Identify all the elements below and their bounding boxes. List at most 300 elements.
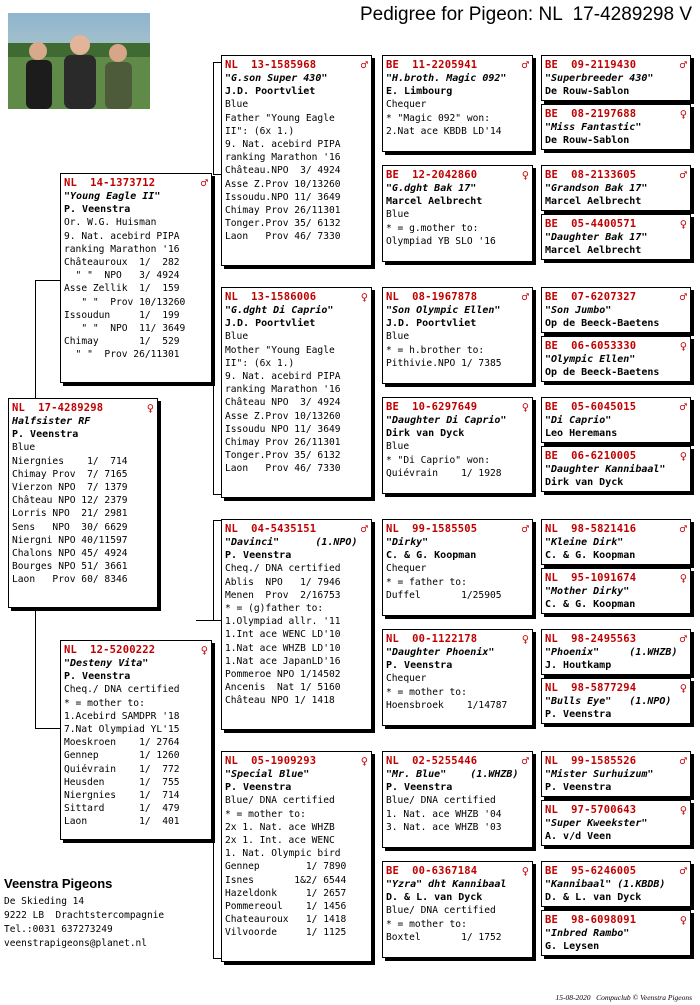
performance-line: Isnes 1&2/ 6544 — [225, 874, 347, 886]
pigeon-card-sire-sire[interactable] — [221, 55, 372, 266]
owner-email[interactable]: veenstrapigeons@planet.nl — [4, 938, 147, 949]
performance-line: * = (g)father to: — [225, 603, 324, 615]
ring-number: NL 98-5877294 — [545, 682, 637, 694]
male-symbol-icon: ♂ — [200, 176, 208, 190]
breeder-name: J.D. Poortvliet — [386, 318, 477, 330]
performance-line: Lorris NPO 21/ 2981 — [12, 508, 128, 520]
pigeon-name-text: Daughter Di Caprio" — [392, 415, 507, 426]
performance-line: 2x 1. Nat. ace WHZB — [225, 821, 335, 833]
pigeon-name-text: Miss Fantastic" — [551, 122, 642, 133]
ring-number: BE 98-6098091 — [545, 914, 637, 926]
female-symbol-icon: ♀ — [679, 107, 687, 121]
card-header — [386, 632, 529, 646]
pigeon-card-g15[interactable] — [541, 861, 691, 907]
male-symbol-icon: ♂ — [521, 522, 529, 536]
pigeon-name — [545, 536, 687, 549]
performance-line: Olympiad YB SLO '16 — [386, 235, 496, 247]
footer-credit: 15-08-2020 Compuclub © Veenstra Pigeons — [555, 993, 692, 1002]
card-header — [545, 449, 687, 463]
open-quote: " — [225, 73, 232, 84]
connector — [213, 62, 214, 174]
pigeon-name — [545, 231, 687, 244]
performance-line: Ancenis Nat 1/ 5160 — [225, 682, 341, 694]
open-quote: " — [386, 305, 393, 316]
pigeon-name-text: Young Eagle II" — [70, 191, 161, 202]
pigeon-name-text: Desteny Vita" — [70, 658, 149, 669]
male-symbol-icon: ♂ — [679, 522, 687, 536]
performance-line: Tonger.Prov 35/ 6132 — [225, 450, 341, 462]
ring-number: BE 95-6246005 — [545, 865, 637, 877]
owner-block — [4, 876, 164, 951]
performance-line: Château NPO 1/ 1418 — [225, 695, 335, 707]
performance-line: Asse Z.Prov 10/13260 — [225, 410, 341, 422]
performance-line: 9. Nat. acebird PIPA — [64, 230, 180, 242]
breeder-name: J.D. Poortvliet — [225, 318, 316, 330]
female-symbol-icon: ♀ — [521, 400, 529, 414]
performance-line: Moeskroen 1/ 2764 — [64, 737, 180, 749]
pigeon-card-g14[interactable] — [541, 800, 691, 846]
ring-number: NL 98-2495563 — [545, 633, 637, 645]
performance-line: " " NPO 11/ 3649 — [64, 323, 186, 335]
pigeon-card-sdd[interactable] — [382, 397, 533, 494]
pigeon-card-g16[interactable] — [541, 910, 691, 956]
card-header — [386, 58, 529, 72]
female-symbol-icon: ♀ — [521, 864, 529, 878]
breeder-name: Op de Beeck-Baetens — [545, 367, 660, 379]
performance-line: Chequer — [386, 563, 427, 575]
male-symbol-icon: ♂ — [679, 754, 687, 768]
performance-line: * = mother to: — [386, 686, 467, 698]
ring-number: NL 08-1967878 — [386, 291, 478, 303]
ring-number: NL 17-4289298 — [12, 402, 104, 414]
breeder-name: D. & L. van Dyck — [386, 892, 483, 904]
open-quote: " — [545, 415, 552, 426]
open-quote: " — [545, 122, 552, 133]
open-quote: " — [545, 586, 552, 597]
breeder-name: De Rouw-Sablon — [545, 86, 630, 98]
pigeon-name — [225, 768, 368, 781]
breeder-name: Op de Beeck-Baetens — [545, 318, 660, 330]
pigeon-name — [545, 585, 687, 598]
pigeon-name-text: Super Kweekster" — [551, 818, 648, 829]
breeder-name: P. Veenstra — [386, 660, 453, 672]
pigeon-name-text: Kannibaal" (1.KBDB) — [551, 879, 666, 890]
female-symbol-icon: ♀ — [200, 643, 208, 657]
performance-line: Asse Z.Prov 10/13260 — [225, 178, 341, 190]
performance-line: Blue — [386, 209, 410, 221]
female-symbol-icon: ♀ — [360, 290, 368, 304]
performance-line: Gennep 1/ 7890 — [225, 861, 347, 873]
pigeon-name-text: G.dght Bak 17" — [392, 183, 477, 194]
performance-line: * = mother to: — [64, 697, 145, 709]
breeder-name: A. v/d Veen — [545, 831, 612, 843]
ring-number: BE 06-6210005 — [545, 450, 637, 462]
card-header — [545, 522, 687, 536]
performance-line: 1. Nat. ace WHZB '04 — [386, 808, 502, 820]
breeder-name: G. Leysen — [545, 941, 600, 953]
ring-number: BE 00-6367184 — [386, 865, 478, 877]
ring-number: BE 07-6207327 — [545, 291, 637, 303]
performance-line: Blue/ DNA certified — [386, 905, 496, 917]
owner-name: Veenstra Pigeons — [4, 876, 113, 891]
pigeon-card-ddd[interactable] — [382, 861, 533, 958]
pigeon-name — [545, 695, 687, 708]
pigeon-card-g4[interactable] — [541, 214, 691, 260]
breeder-name: P. Veenstra — [64, 204, 131, 216]
breeder-name: E. Limbourg — [386, 86, 453, 98]
performance-line: Cheq./ DNA certified — [225, 563, 341, 575]
pigeon-name-text: Special Blue" — [231, 769, 310, 780]
female-symbol-icon: ♀ — [679, 339, 687, 353]
pigeon-name — [545, 304, 687, 317]
connector — [213, 174, 221, 175]
performance-line: * = h.brother to: — [386, 344, 485, 356]
card-header — [545, 803, 687, 817]
open-quote: " — [545, 354, 552, 365]
card-header — [545, 864, 687, 878]
performance-line: Issoudun 1/ 199 — [64, 309, 180, 321]
pigeon-card-g6[interactable] — [541, 336, 691, 382]
connector — [213, 384, 214, 494]
performance-line: " " Prov 10/13260 — [64, 296, 186, 308]
pigeon-name-text: Halfsister RF — [12, 416, 91, 427]
performance-line: Vierzon NPO 7/ 1379 — [12, 482, 128, 494]
ring-number: BE 12-2042860 — [386, 169, 478, 181]
open-quote: " — [545, 818, 552, 829]
performance-line: Chateauroux 1/ 1418 — [225, 914, 347, 926]
female-symbol-icon: ♀ — [521, 632, 529, 646]
pigeon-name — [12, 415, 154, 428]
pigeon-name — [386, 646, 529, 659]
performance-line: Laon Prov 46/ 7330 — [225, 231, 341, 243]
pigeon-name — [545, 182, 687, 195]
open-quote: " — [545, 305, 552, 316]
performance-line: Issoudu NPO 11/ 3649 — [225, 423, 341, 435]
pigeon-card-sire[interactable] — [60, 173, 212, 383]
performance-line: Father "Young Eagle — [225, 112, 335, 124]
performance-line: " " NPO 3/ 4924 — [64, 270, 180, 282]
performance-line: Pithivie.NPO 1/ 7385 — [386, 357, 502, 369]
pigeon-name — [545, 927, 687, 940]
card-header — [386, 290, 529, 304]
breeder-name: C. & G. Koopman — [386, 550, 477, 562]
card-header — [225, 58, 368, 72]
pigeon-card-dam[interactable] — [60, 640, 212, 840]
performance-line: Or. W.G. Huisman — [64, 217, 157, 229]
pigeon-name-text: Daughter Phoenix" — [392, 647, 495, 658]
female-symbol-icon: ♀ — [679, 803, 687, 817]
performance-line: Chimay Prov 26/11301 — [225, 205, 341, 217]
performance-line: Blue/ DNA certified — [386, 795, 496, 807]
breeder-name: Marcel Aelbrecht — [545, 196, 642, 208]
pigeon-name-text: Superbreeder 430" — [551, 73, 654, 84]
open-quote: " — [545, 232, 552, 243]
male-symbol-icon: ♂ — [679, 168, 687, 182]
male-symbol-icon: ♂ — [521, 754, 529, 768]
performance-line: Issoudu.NPO 11/ 3649 — [225, 191, 341, 203]
male-symbol-icon: ♂ — [679, 290, 687, 304]
performance-line: Blue/ DNA certified — [225, 795, 335, 807]
pigeon-card-sds[interactable] — [382, 287, 533, 384]
card-header — [545, 290, 687, 304]
connector — [213, 520, 221, 521]
ring-number: BE 09-2119430 — [545, 59, 637, 71]
breeder-name: P. Veenstra — [64, 671, 131, 683]
ring-number: NL 97-5700643 — [545, 804, 637, 816]
female-symbol-icon: ♀ — [679, 571, 687, 585]
open-quote: " — [545, 183, 552, 194]
performance-line: Quiévrain 1/ 772 — [64, 763, 180, 775]
performance-line: Hazeldonk 1/ 2657 — [225, 887, 347, 899]
pigeon-name — [545, 768, 687, 781]
breeder-name: P. Veenstra — [225, 782, 292, 794]
open-quote: " — [64, 191, 71, 202]
male-symbol-icon: ♂ — [521, 290, 529, 304]
performance-line: Boxtel 1/ 1752 — [386, 931, 502, 943]
performance-line: Gennep 1/ 1260 — [64, 750, 180, 762]
male-symbol-icon: ♂ — [679, 400, 687, 414]
pigeon-name-text: Son Jumbo" — [551, 305, 612, 316]
pigeon-card-g1[interactable] — [541, 55, 691, 101]
performance-line: 2.Nat ace KBDB LD'14 — [386, 125, 502, 137]
ring-number: BE 08-2197688 — [545, 108, 637, 120]
performance-line: Quiévrain 1/ 1928 — [386, 467, 502, 479]
performance-line: * = g.mother to: — [386, 222, 479, 234]
performance-line: 3. Nat. ace WHZB '03 — [386, 821, 502, 833]
ring-number: BE 08-2133605 — [545, 169, 637, 181]
open-quote: " — [545, 73, 552, 84]
performance-line: * = mother to: — [386, 918, 467, 930]
performance-line: 1. Nat. Olympic bird — [225, 848, 341, 860]
card-header — [225, 754, 368, 768]
open-quote: " — [225, 537, 232, 548]
performance-line: Blue — [225, 331, 249, 343]
open-quote: " — [386, 415, 393, 426]
open-quote: " — [386, 183, 393, 194]
open-quote: " — [545, 464, 552, 475]
performance-line: ranking Marathon '16 — [64, 243, 180, 255]
male-symbol-icon: ♂ — [521, 58, 529, 72]
pigeon-name-text: Dirky" — [392, 537, 429, 548]
card-header — [545, 913, 687, 927]
performance-line: Cheq./ DNA certified — [64, 684, 180, 696]
pigeon-card-g12[interactable] — [541, 678, 691, 724]
open-quote: " — [545, 696, 552, 707]
pigeon-card-g8[interactable] — [541, 446, 691, 492]
pigeon-name — [386, 878, 529, 891]
pigeon-name — [225, 72, 368, 85]
performance-line: Pommereoul 1/ 1456 — [225, 901, 347, 913]
pigeon-card-g10[interactable] — [541, 568, 691, 614]
connector — [213, 520, 214, 620]
breeder-name: Leo Heremans — [545, 428, 618, 440]
pigeon-card-g3[interactable] — [541, 165, 691, 211]
pigeon-name — [386, 72, 529, 85]
card-header — [545, 339, 687, 353]
card-header — [225, 290, 368, 304]
open-quote: " — [386, 537, 393, 548]
performance-line: Chequer — [386, 673, 427, 685]
ring-number: BE 06-6053330 — [545, 340, 637, 352]
breeder-name: C. & G. Koopman — [545, 599, 636, 611]
connector — [196, 620, 221, 621]
performance-line: Niergni NPO 40/11597 — [12, 534, 128, 546]
pigeon-card-g13[interactable] — [541, 751, 691, 797]
male-symbol-icon: ♂ — [679, 58, 687, 72]
pigeon-name-text: Olympic Ellen" — [551, 354, 636, 365]
performance-line: 1.Nat ace WHZB LD'10 — [225, 642, 341, 654]
breeder-name: P. Veenstra — [545, 782, 612, 794]
performance-line: Château.NPO 3/ 4924 — [225, 165, 341, 177]
female-symbol-icon: ♀ — [679, 449, 687, 463]
pigeon-name-text: Davinci" (1.NPO) — [231, 537, 358, 548]
card-header — [545, 632, 687, 646]
pigeon-name-text: G.dght Di Caprio" — [231, 305, 334, 316]
card-header — [545, 107, 687, 121]
ring-number: NL 14-1373712 — [64, 177, 156, 189]
pigeon-name-text: G.son Super 430" — [231, 73, 328, 84]
open-quote: " — [545, 769, 552, 780]
breeder-name: Marcel Aelbrecht — [386, 196, 483, 208]
ring-number: NL 99-1585505 — [386, 523, 478, 535]
connector — [213, 958, 221, 959]
performance-line: Tonger.Prov 35/ 6132 — [225, 218, 341, 230]
pigeon-card-sire-dam[interactable] — [221, 287, 372, 498]
performance-line: Pommeroe NPO 1/14502 — [225, 669, 341, 681]
connector — [35, 280, 36, 399]
card-header — [545, 58, 687, 72]
breeder-name: C. & G. Koopman — [545, 550, 636, 562]
performance-line: 9. Nat. acebird PIPA — [225, 139, 341, 151]
ring-number: NL 00-1122178 — [386, 633, 478, 645]
ring-number: NL 05-1909293 — [225, 755, 317, 767]
pigeon-name-text: Daughter Bak 17" — [551, 232, 648, 243]
card-header — [12, 401, 154, 415]
performance-line: Chimay Prov 7/ 7165 — [12, 468, 128, 480]
pigeon-name — [64, 657, 208, 670]
pigeon-name — [386, 182, 529, 195]
pigeon-card-subject[interactable] — [8, 398, 158, 608]
breeder-name: P. Veenstra — [225, 550, 292, 562]
performance-line: Ablis NPO 1/ 7946 — [225, 576, 341, 588]
card-header — [386, 400, 529, 414]
performance-line: Bourges NPO 51/ 3661 — [12, 561, 128, 573]
performance-line: II": (6x 1.) — [225, 357, 295, 369]
pigeon-name-text: Mr. Blue" (1.WHZB) — [392, 769, 519, 780]
pigeon-name — [225, 304, 368, 317]
pigeon-card-g7[interactable] — [541, 397, 691, 443]
pigeon-name-text: Daughter Kannibaal" — [551, 464, 666, 475]
female-symbol-icon: ♀ — [521, 168, 529, 182]
connector — [213, 62, 221, 63]
performance-line: Château NPO 3/ 4924 — [225, 397, 341, 409]
pigeon-card-g5[interactable] — [541, 287, 691, 333]
performance-line: Chequer — [386, 99, 427, 111]
card-header — [545, 400, 687, 414]
performance-line: II": (6x 1.) — [225, 125, 295, 137]
open-quote: " — [225, 305, 232, 316]
page-title: Pedigree for Pigeon: NL 17-4289298 V — [359, 4, 692, 25]
ring-number: NL 04-5435151 — [225, 523, 317, 535]
pigeon-name — [545, 72, 687, 85]
pigeon-name — [64, 190, 208, 203]
open-quote: " — [64, 658, 71, 669]
pigeon-name — [545, 463, 687, 476]
pigeon-card-g2[interactable] — [541, 104, 691, 150]
open-quote: " — [386, 769, 393, 780]
pigeon-name-text: Grandson Bak 17" — [551, 183, 648, 194]
performance-line: 2x 1. Int. ace WENC — [225, 835, 335, 847]
male-symbol-icon: ♂ — [679, 632, 687, 646]
performance-line: 1.Acebird SAMDPR '18 — [64, 710, 180, 722]
performance-line: Niergnies 1/ 714 — [64, 790, 180, 802]
pigeon-card-g9[interactable] — [541, 519, 691, 565]
ring-number: BE 05-4400571 — [545, 218, 637, 230]
performance-line: Laon 1/ 401 — [64, 816, 180, 828]
breeder-name: P. Veenstra — [12, 429, 79, 441]
performance-line: " " Prov 26/11301 — [64, 349, 180, 361]
performance-line: ranking Marathon '16 — [225, 384, 341, 396]
ring-number: NL 98-5821416 — [545, 523, 637, 535]
performance-line: 1.Olympiad allr. '11 — [225, 616, 341, 628]
breeder-name: P. Veenstra — [545, 709, 612, 721]
connector — [35, 608, 36, 728]
performance-line: Chalons NPO 45/ 4924 — [12, 548, 128, 560]
breeder-name: Dirk van Dyck — [545, 477, 624, 489]
ring-number: BE 10-6297649 — [386, 401, 478, 413]
ring-number: BE 05-6045015 — [545, 401, 637, 413]
breeder-name: P. Veenstra — [386, 782, 453, 794]
pigeon-name-text: Inbred Rambo" — [551, 928, 630, 939]
breeder-name: D. & L. van Dyck — [545, 892, 642, 904]
card-header — [64, 643, 208, 657]
pigeon-name-text: Son Olympic Ellen" — [392, 305, 501, 316]
ring-number: NL 13-1585968 — [225, 59, 317, 71]
pigeon-card-g11[interactable] — [541, 629, 691, 675]
female-symbol-icon: ♀ — [679, 681, 687, 695]
performance-line: Hoensbroek 1/14787 — [386, 699, 508, 711]
performance-line: Blue — [386, 331, 410, 343]
performance-line: Blue — [386, 441, 410, 453]
pigeon-card-dds[interactable] — [382, 751, 533, 848]
breeder-name: De Rouw-Sablon — [545, 135, 630, 147]
pigeon-name-text: Kleine Dirk" — [551, 537, 624, 548]
performance-line: * = father to: — [386, 576, 467, 588]
performance-line: Menen Prov 2/16753 — [225, 589, 341, 601]
pigeon-card-sss[interactable] — [382, 55, 533, 152]
performance-line: Blue — [225, 99, 249, 111]
performance-line: ranking Marathon '16 — [225, 152, 341, 164]
pigeon-card-dsd[interactable] — [382, 629, 533, 726]
pigeon-card-dss[interactable] — [382, 519, 533, 616]
pigeon-card-ssd[interactable] — [382, 165, 533, 262]
pigeon-name — [545, 817, 687, 830]
performance-line: * "Magic 092" won: — [386, 112, 490, 124]
pigeon-card-dam-sire[interactable] — [221, 519, 372, 730]
pigeon-name-text: H.broth. Magic 092" — [392, 73, 507, 84]
performance-line: 9. Nat. acebird PIPA — [225, 371, 341, 383]
open-quote: " — [545, 537, 552, 548]
male-symbol-icon: ♂ — [679, 864, 687, 878]
owner-phone: Tel.:0031 637273249 — [4, 924, 113, 935]
pigeon-name — [225, 536, 368, 549]
pigeon-name-text: Mister Surhuizum" — [551, 769, 654, 780]
performance-line: Sens NPO 30/ 6629 — [12, 521, 128, 533]
performance-line: 7.Nat Olympiad YL'15 — [64, 724, 180, 736]
pigeon-card-dam-dam[interactable] — [221, 751, 372, 962]
male-symbol-icon: ♂ — [360, 58, 368, 72]
performance-line: Blue — [12, 442, 36, 454]
